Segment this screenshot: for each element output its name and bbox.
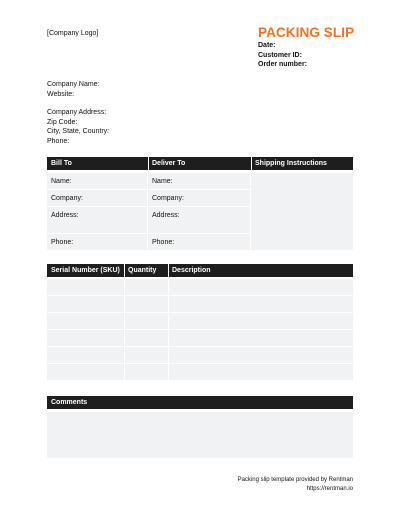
description-cell[interactable]: [169, 330, 353, 346]
deliver-to-address-label: Address:: [152, 212, 180, 219]
bill-to-header: Bill To: [51, 160, 72, 167]
sku-header: Serial Number (SKU): [51, 267, 120, 274]
table-row: [47, 279, 353, 295]
bill-to-address-label: Address:: [51, 212, 79, 219]
quantity-cell[interactable]: [125, 330, 168, 346]
table-row: [47, 347, 353, 363]
sku-cell[interactable]: [47, 296, 124, 312]
footer-credit: [238, 476, 353, 494]
description-cell[interactable]: [169, 296, 353, 312]
company-address-label: Company Address:: [47, 109, 107, 116]
date-label: Date:: [258, 42, 276, 49]
bill-to-name-label: Name:: [51, 178, 72, 185]
description-cell[interactable]: [169, 364, 353, 380]
shipping-instructions-cell[interactable]: [251, 173, 353, 250]
company-info: [47, 80, 109, 146]
description-cell[interactable]: [169, 279, 353, 295]
zip-code-label: Zip Code:: [47, 118, 78, 126]
shipping-instructions-header: Shipping Instructions: [255, 160, 327, 167]
table-row: [47, 364, 353, 380]
footer-credit-line: Packing slip template provided by Rentman: [237, 477, 353, 483]
sku-cell[interactable]: [47, 279, 124, 295]
table-row: [47, 313, 353, 329]
sku-cell[interactable]: [47, 313, 124, 329]
page-title: PACKING SLIP: [258, 25, 355, 40]
quantity-cell[interactable]: [125, 364, 168, 380]
company-name-label: Company Name:: [47, 81, 100, 88]
phone-label: Phone:: [47, 137, 70, 145]
comments-header-label: Comments: [51, 399, 88, 406]
description-cell[interactable]: [169, 347, 353, 363]
deliver-to-company-label: Company:: [152, 195, 184, 202]
bill-to-company-label: Company:: [51, 195, 83, 202]
customer-id-label: Customer ID:: [258, 51, 302, 59]
items-table-header: [47, 264, 353, 277]
quantity-cell[interactable]: [125, 347, 168, 363]
quantity-cell[interactable]: [125, 313, 168, 329]
table-row: [47, 330, 353, 346]
comments-header: [47, 396, 353, 409]
description-cell[interactable]: [169, 313, 353, 329]
bill-to-address-cell[interactable]: [47, 207, 147, 233]
address-table-header: [47, 157, 353, 170]
table-row: [47, 296, 353, 312]
slip-meta: [258, 41, 307, 70]
footer-url[interactable]: https://rentman.io: [306, 486, 353, 492]
deliver-to-phone-label: Phone:: [152, 239, 175, 246]
quantity-header: Quantity: [128, 267, 157, 274]
sku-cell[interactable]: [47, 330, 124, 346]
quantity-cell[interactable]: [125, 279, 168, 295]
deliver-to-header: Deliver To: [152, 160, 186, 167]
order-number-label: Order number:: [258, 61, 308, 68]
deliver-to-name-label: Name:: [152, 178, 173, 185]
sku-cell[interactable]: [47, 347, 124, 363]
website-label: Website:: [47, 90, 75, 98]
quantity-cell[interactable]: [125, 296, 168, 312]
deliver-to-address-cell[interactable]: [148, 207, 250, 233]
comments-field[interactable]: [47, 412, 353, 458]
company-logo-placeholder: [Company Logo]: [47, 30, 99, 37]
description-header: Description: [172, 267, 211, 274]
city-state-country-label: City, State, Country:: [47, 128, 110, 135]
bill-to-phone-label: Phone:: [51, 239, 74, 246]
sku-cell[interactable]: [47, 364, 124, 380]
